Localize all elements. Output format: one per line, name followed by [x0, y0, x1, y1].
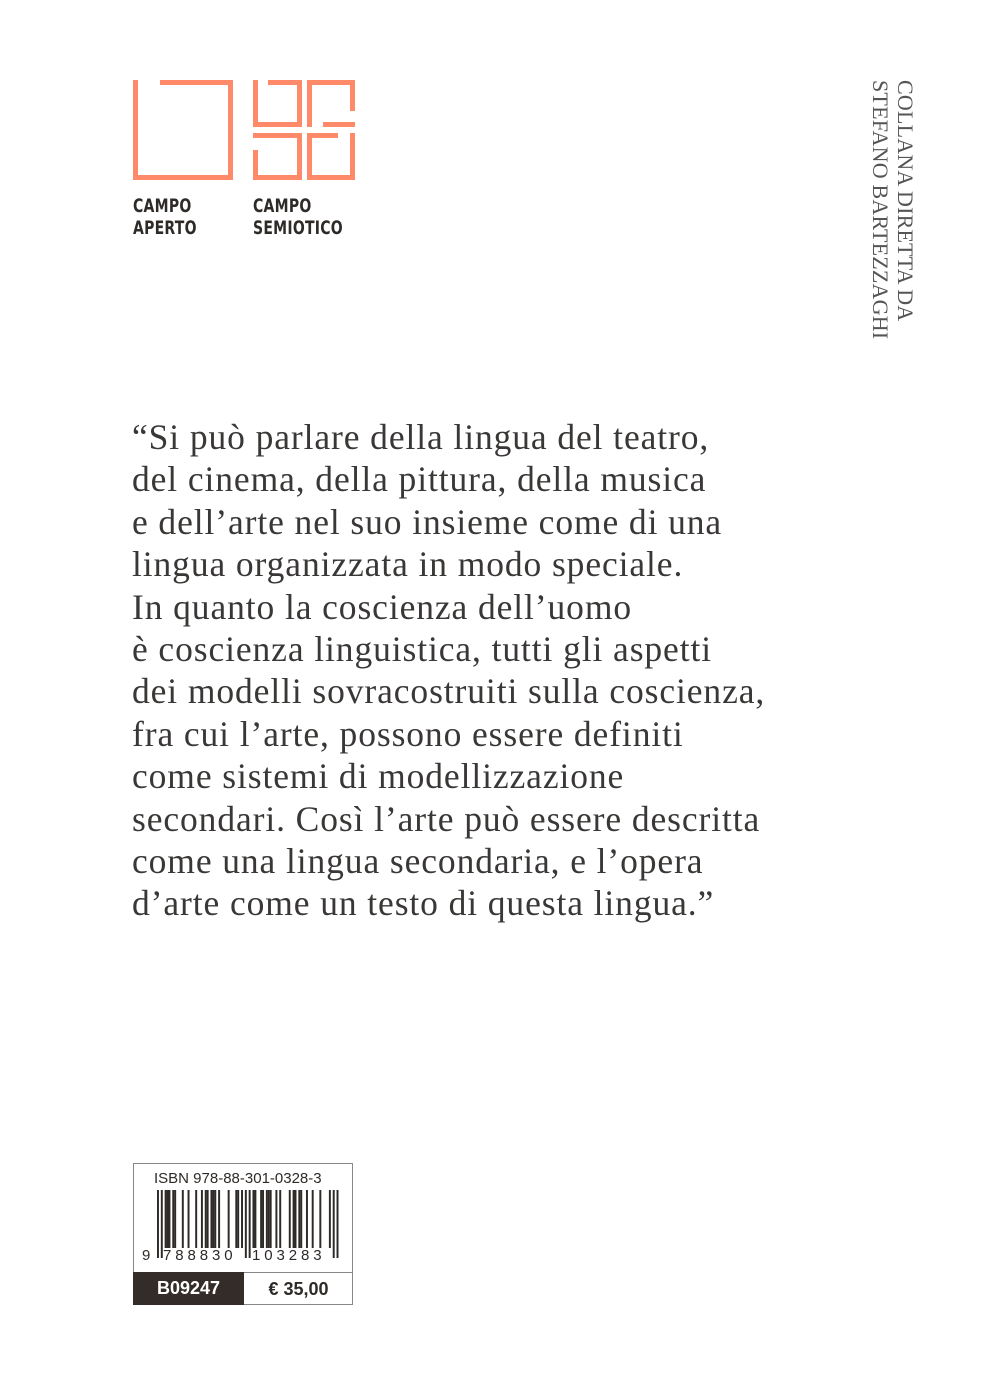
quote-line: come sistemi di modellizzazione — [132, 756, 625, 797]
barcode-bar — [333, 1190, 335, 1258]
barcode-bar — [237, 1190, 239, 1248]
quote-line: d’arte come un testo di questa lingua.” — [132, 883, 715, 924]
label-line: CAMPO — [133, 195, 192, 217]
quote-line: del cinema, della pittura, della musica — [132, 459, 707, 500]
barcode-bar — [319, 1190, 321, 1248]
barcode-bar — [300, 1190, 302, 1248]
barcode-bar — [205, 1190, 207, 1248]
barcode-bars — [0, 0, 400, 1300]
barcode-bar — [275, 1190, 277, 1248]
quote-line: come una lingua secondaria, e l’opera — [132, 840, 704, 881]
quote-line: In quanto la coscienza dell’uomo — [132, 586, 632, 627]
quote-line: dei modelli sovracostruiti sulla coscienza, — [132, 671, 766, 712]
barcode-bar — [182, 1190, 184, 1248]
barcode-bar — [207, 1190, 209, 1248]
barcode-bar — [254, 1190, 256, 1248]
barcode-bar — [174, 1190, 176, 1248]
quote-line: è coscienza linguistica, tutti gli aspetti — [132, 628, 713, 669]
barcode-bar — [268, 1190, 270, 1248]
barcode-bar — [298, 1190, 300, 1248]
barcode-bar — [293, 1190, 295, 1248]
barcode-bar — [260, 1190, 262, 1248]
ean-first-digit: 9 — [142, 1247, 151, 1264]
barcode-bar — [249, 1190, 251, 1258]
series-editor: STEFANO BARTEZZAGHI — [868, 80, 893, 340]
barcode-bar — [295, 1190, 297, 1248]
barcode-bar — [212, 1190, 214, 1248]
barcode-bar — [337, 1190, 339, 1258]
barcode-bar — [235, 1190, 237, 1248]
barcode-bar — [228, 1190, 230, 1248]
barcode-bar — [329, 1190, 331, 1248]
barcode-bar — [262, 1190, 264, 1248]
ean-right-digits: 103283 — [252, 1247, 326, 1264]
isbn-label: ISBN 978-88-301-0328-3 — [154, 1170, 322, 1187]
quote-line: secondari. Così l’arte può essere descritta — [132, 798, 761, 839]
barcode-bar — [165, 1190, 167, 1248]
product-code: B09247 — [133, 1272, 244, 1305]
series-label: COLLANA DIRETTA DA — [893, 80, 918, 322]
label-line: CAMPO — [253, 195, 312, 217]
barcode-bar — [266, 1190, 268, 1248]
barcode-bar — [168, 1190, 170, 1248]
barcode-bar — [218, 1190, 220, 1248]
barcode-bar — [157, 1190, 159, 1258]
barcode-bar — [253, 1190, 255, 1248]
barcode-bar — [279, 1190, 281, 1248]
barcode-bar — [167, 1190, 169, 1248]
price: € 35,00 — [244, 1272, 353, 1305]
ean-left-digits: 788830 — [163, 1247, 237, 1264]
quote-line: “Si può parlare della lingua del teatro, — [132, 417, 710, 457]
barcode-bar — [172, 1190, 174, 1248]
barcode-bar — [210, 1190, 212, 1248]
barcode-bar — [312, 1190, 314, 1248]
barcode-bar — [289, 1190, 291, 1248]
barcode-bar — [245, 1190, 247, 1258]
quote-line: lingua organizzata in modo speciale. — [132, 544, 684, 585]
barcode-bar — [195, 1190, 197, 1248]
series-credit — [868, 80, 918, 339]
quote-line: e dell’arte nel suo insieme come di una — [132, 501, 723, 542]
barcode-bar — [201, 1190, 203, 1248]
label-line: APERTO — [133, 217, 197, 239]
barcode-bar — [188, 1190, 190, 1248]
quote-line: fra cui l’arte, possono essere definiti — [132, 713, 684, 754]
barcode-bar — [306, 1190, 308, 1248]
barcode-bar — [241, 1190, 243, 1248]
label-line: SEMIOTICO — [253, 217, 343, 239]
barcode-bar — [270, 1190, 272, 1248]
barcode-bar — [214, 1190, 216, 1248]
